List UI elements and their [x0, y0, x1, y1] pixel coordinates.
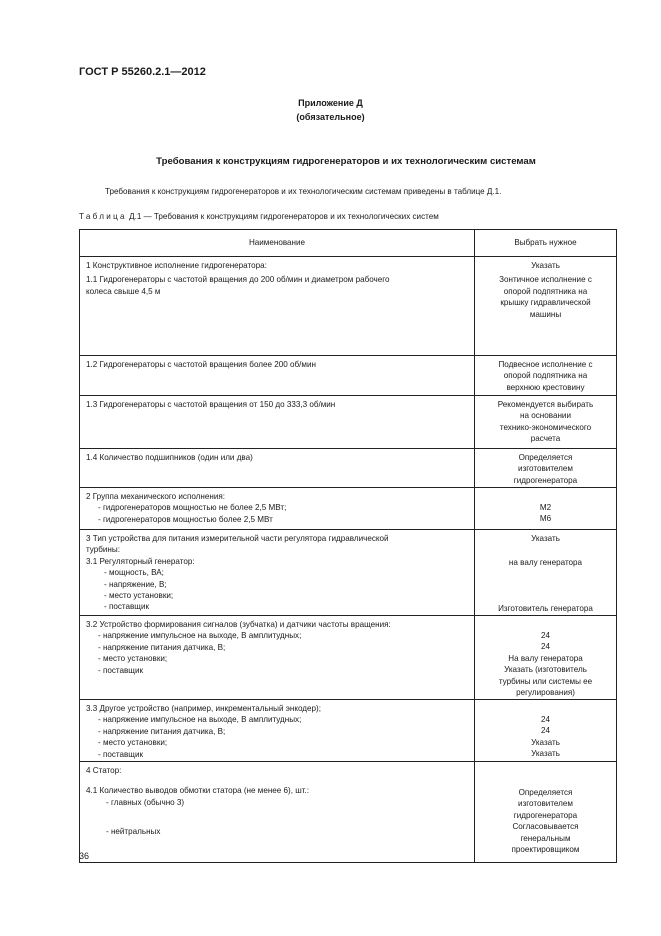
cell-line: Указать	[531, 749, 560, 759]
cell-line: проектировщиком	[511, 845, 580, 855]
cell-line: 24	[540, 642, 550, 652]
cell-line: 4.1 Количество выводов обмотки статора (не менее 6), шт.:	[86, 786, 310, 796]
cell-line: На валу генератора	[508, 653, 583, 663]
cell-line: изготовителем	[518, 799, 573, 809]
table-cell-choice	[475, 257, 617, 356]
cell-line: 24	[540, 631, 550, 640]
table-cell-name	[80, 488, 475, 530]
cell-line: - поставщик	[98, 665, 144, 675]
cell-line: турбины или системы ее	[498, 676, 593, 686]
cell-line: 3.2 Устройство формирования сигналов (зубчатка) и датчики частоты вращения:	[86, 620, 391, 629]
table-row	[80, 356, 617, 396]
cell-line: верхнюю крестовину	[506, 382, 585, 392]
cell-line: регулирования)	[516, 688, 575, 698]
cell-line: - поставщик	[98, 749, 144, 759]
cell-line: гидрогенератора	[513, 475, 578, 485]
cell-line: 1.2 Гидрогенераторы с частотой вращения более 200 об/мин	[86, 360, 316, 369]
cell-line: генеральным	[520, 833, 571, 843]
table-row	[80, 616, 617, 700]
cell-line: - нейтральных	[106, 827, 161, 837]
cell-line: - напряжение импульсное на выходе, В амплитудных;	[98, 715, 302, 725]
cell-line: 3.3 Другое устройство (например, инкрементальный энкодер);	[86, 704, 321, 713]
requirements-table	[79, 229, 617, 863]
cell-line: опорой подпятника на	[503, 286, 588, 296]
table-cell-name	[80, 616, 475, 700]
table-cell-choice	[475, 356, 617, 396]
cell-line: - место установки;	[104, 591, 174, 601]
cell-line: расчета	[530, 434, 561, 444]
cell-line: турбины:	[86, 545, 120, 555]
cell-line: Определяется	[518, 453, 573, 462]
cell-line: 1 Конструктивное исполнение гидрогенератора:	[86, 261, 267, 270]
table-cell-name	[80, 257, 475, 356]
cell-line: - поставщик	[104, 602, 150, 612]
cell-line: - главных (обычно 3)	[106, 797, 185, 807]
cell-line: Указать	[531, 534, 560, 543]
table-header-row	[80, 230, 617, 257]
cell-line: - место установки;	[98, 738, 168, 748]
table-row	[80, 762, 617, 863]
cell-line: 1.1 Гидрогенераторы с частотой вращения до 200 об/мин и диаметром рабочего	[86, 275, 390, 285]
cell-line: Указать	[531, 261, 560, 270]
cell-line: Рекомендуется выбирать	[497, 400, 594, 409]
document-header: ГОСТ Р 55260.2.1—2012	[79, 66, 206, 78]
cell-line: 1.4 Количество подшипников (один или два)	[86, 453, 253, 462]
cell-line: Подвесное исполнение с	[498, 360, 593, 369]
cell-line: - напряжение, В;	[104, 579, 167, 589]
table-cell-choice	[475, 530, 617, 616]
table-row	[80, 396, 617, 449]
cell-line: 3 Тип устройства для питания измерительной части регулятора гидравлической	[86, 534, 389, 543]
cell-line: Указать	[531, 737, 560, 747]
cell-line: - напряжение питания датчика, В;	[98, 726, 226, 736]
table-cell-name	[80, 700, 475, 762]
table-row	[80, 257, 617, 356]
cell-line: на валу генератора	[508, 558, 583, 568]
table-cell-name	[80, 356, 475, 396]
cell-line: - мощность, ВА;	[104, 568, 164, 578]
cell-line: изготовителем	[518, 464, 573, 474]
cell-line: Указать (изготовитель	[504, 665, 587, 675]
cell-line: 3.1 Регуляторный генератор:	[86, 556, 195, 566]
cell-line: машины	[529, 309, 562, 319]
table-cell-name	[80, 530, 475, 616]
table-cell-choice	[475, 449, 617, 488]
cell-line: Зонтичное исполнение с	[499, 275, 592, 285]
table-row	[80, 530, 617, 616]
cell-line: - место установки;	[98, 654, 168, 664]
cell-line: М2	[539, 503, 552, 512]
table-row	[80, 700, 617, 762]
table-cell-choice	[475, 488, 617, 530]
cell-line: на основании	[520, 411, 571, 421]
table-cell-name	[80, 449, 475, 488]
cell-line: 24	[540, 715, 550, 724]
cell-line: Согласовывается	[512, 822, 579, 832]
cell-line: колеса свыше 4,5 м	[86, 286, 161, 296]
cell-line: Изготовитель генератора	[498, 603, 593, 613]
cell-line: - гидрогенераторов мощностью более 2,5 МВт	[98, 514, 273, 524]
table-row	[80, 449, 617, 488]
cell-line: гидрогенератора	[513, 810, 578, 820]
section-title: Требования к конструкциям гидрогенераторов и их технологическим системам	[156, 156, 536, 167]
annex-title: Приложение Д	[298, 98, 363, 108]
column-header-name: Наименование	[80, 230, 475, 257]
cell-line: опорой подпятника на	[503, 371, 588, 381]
table-caption-word: Таблица	[79, 212, 127, 221]
cell-line: - напряжение импульсное на выходе, В амплитудных;	[98, 631, 302, 641]
cell-line: 24	[540, 726, 550, 736]
table-caption	[79, 212, 439, 221]
table-cell-choice	[475, 616, 617, 700]
column-header-choice: Выбрать нужное	[475, 230, 617, 257]
cell-line: М6	[539, 514, 552, 524]
page-number: 36	[79, 851, 90, 861]
cell-line: - гидрогенераторов мощностью не более 2,5 МВт;	[98, 503, 287, 513]
annex-heading	[0, 96, 661, 124]
cell-line: - напряжение питания датчика, В;	[98, 642, 226, 652]
cell-line: 1.3 Гидрогенераторы с частотой вращения от 150 до 333,3 об/мин	[86, 400, 336, 409]
table-cell-name	[80, 396, 475, 449]
table-cell-choice	[475, 700, 617, 762]
table-row	[80, 488, 617, 530]
cell-line: 2 Группа механического исполнения:	[86, 492, 225, 501]
table-caption-text: Д.1 — Требования к конструкциям гидрогенераторов и их технологических систем	[126, 212, 439, 221]
table-cell-choice	[475, 396, 617, 449]
table-cell-choice	[475, 762, 617, 863]
intro-paragraph: Требования к конструкциям гидрогенераторов и их технологическим системам приведены в таблице Д.1.	[105, 187, 502, 196]
cell-line: 4 Статор:	[86, 766, 122, 775]
cell-line: технико-экономического	[499, 422, 592, 432]
cell-line: Определяется	[518, 788, 573, 797]
table-cell-name	[80, 762, 475, 863]
cell-line: крышку гидравлической	[500, 298, 591, 308]
annex-status: (обязательное)	[296, 112, 365, 122]
